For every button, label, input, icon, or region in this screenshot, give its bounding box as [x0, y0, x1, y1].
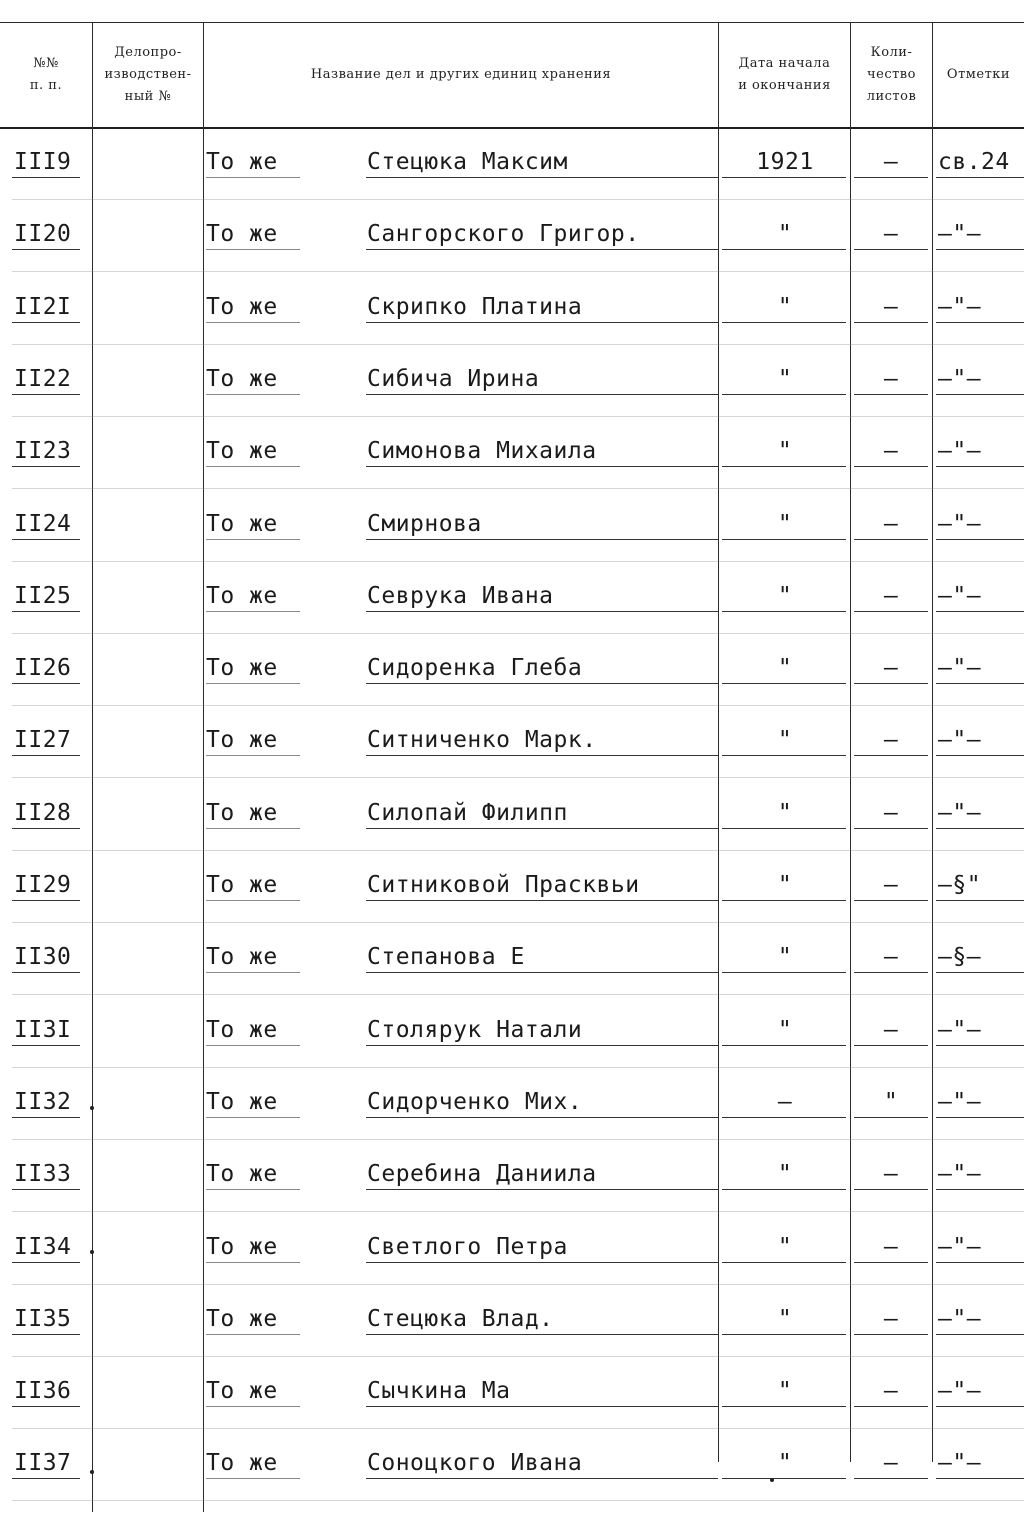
row-rule: [936, 539, 1024, 540]
table-row: [0, 860, 1024, 932]
row-rule: [206, 1262, 300, 1263]
row-rule: [936, 900, 1024, 901]
row-rule: [936, 1334, 1024, 1335]
row-rule: [206, 1189, 300, 1190]
row-date: –: [777, 1088, 793, 1115]
row-rule: [206, 539, 300, 540]
row-rule: [722, 322, 846, 323]
row-note: –"–: [938, 438, 982, 465]
row-case-name: Степанова Е: [367, 944, 525, 971]
row-date: ": [777, 293, 793, 320]
row-rule: [722, 466, 846, 467]
row-rule: [366, 1334, 718, 1335]
row-same-as-above: То же: [206, 1088, 278, 1115]
row-same-as-above: То же: [206, 293, 278, 320]
row-rule: [12, 683, 80, 684]
row-case-name: Стецюка Максим: [367, 149, 568, 175]
row-note: –"–: [938, 293, 982, 320]
row-rule: [722, 177, 846, 178]
row-case-name: Смирнова: [367, 510, 482, 537]
row-sheet-count: –: [883, 655, 899, 682]
row-rule: [936, 1189, 1024, 1190]
row-separator: [12, 850, 1024, 851]
row-date: ": [777, 221, 793, 248]
row-number: II33: [14, 1161, 72, 1188]
row-note: –"–: [938, 1233, 982, 1260]
row-sheet-count: –: [883, 438, 899, 465]
row-same-as-above: То же: [206, 510, 278, 537]
row-rule: [936, 611, 1024, 612]
table-row: [0, 715, 1024, 787]
row-rule: [936, 394, 1024, 395]
row-rule: [936, 1045, 1024, 1046]
row-case-name: Светлого Петра: [367, 1233, 568, 1260]
row-date: ": [777, 1016, 793, 1043]
table-row: [0, 932, 1024, 1004]
row-separator: [12, 416, 1024, 417]
row-date: ": [777, 1161, 793, 1188]
row-sheet-count: ": [883, 1088, 899, 1115]
row-note: –"–: [938, 510, 982, 537]
row-rule: [366, 900, 718, 901]
row-rule: [366, 177, 718, 178]
row-same-as-above: То же: [206, 1378, 278, 1405]
row-rule: [936, 683, 1024, 684]
row-note: –"–: [938, 221, 982, 248]
row-rule: [936, 177, 1024, 178]
row-rule: [12, 828, 80, 829]
row-sheet-count: –: [883, 1233, 899, 1260]
row-rule: [366, 755, 718, 756]
row-number: II30: [14, 944, 72, 971]
row-rule: [206, 1478, 300, 1479]
row-rule: [854, 539, 928, 540]
table-row: [0, 499, 1024, 571]
row-note: св.24: [938, 149, 1010, 175]
row-rule: [206, 1045, 300, 1046]
row-rule: [206, 1117, 300, 1118]
row-separator: [12, 1067, 1024, 1068]
row-number: II20: [14, 221, 72, 248]
row-note: –"–: [938, 1161, 982, 1188]
row-rule: [854, 1478, 928, 1479]
row-sheet-count: –: [883, 149, 899, 175]
row-rule: [366, 828, 718, 829]
row-rule: [366, 683, 718, 684]
row-separator: [12, 633, 1024, 634]
row-date: 1921: [756, 149, 814, 175]
row-rule: [206, 755, 300, 756]
row-rule: [366, 1189, 718, 1190]
row-case-name: Ситниковой Прасквьи: [367, 872, 640, 898]
row-same-as-above: То же: [206, 1450, 278, 1477]
row-note: –"–: [938, 1450, 982, 1477]
row-rule: [206, 177, 300, 178]
row-case-name: Силопай Филипп: [367, 799, 568, 826]
row-case-name: Сангорского Григор.: [367, 221, 640, 248]
row-number: II23: [14, 438, 72, 465]
row-case-name: Симонова Михаила: [367, 438, 597, 465]
row-same-as-above: То же: [206, 655, 278, 682]
table-row: [0, 1222, 1024, 1294]
row-rule: [722, 249, 846, 250]
row-rule: [366, 1478, 718, 1479]
row-rule: [12, 394, 80, 395]
row-rule: [936, 249, 1024, 250]
row-sheet-count: –: [883, 727, 899, 754]
row-number: II24: [14, 510, 72, 537]
row-rule: [936, 828, 1024, 829]
row-rule: [12, 1334, 80, 1335]
row-sheet-count: –: [883, 510, 899, 537]
table-row: [0, 788, 1024, 860]
table-row: [0, 643, 1024, 715]
row-rule: [854, 611, 928, 612]
row-separator: [12, 271, 1024, 272]
row-same-as-above: То же: [206, 1305, 278, 1332]
row-rule: [854, 1189, 928, 1190]
row-number: II25: [14, 582, 72, 609]
row-number: II32: [14, 1088, 72, 1115]
row-case-name: Столярук Натали: [367, 1016, 583, 1043]
row-same-as-above: То же: [206, 872, 278, 898]
table-row: [0, 354, 1024, 426]
row-rule: [366, 1117, 718, 1118]
row-separator: [12, 1356, 1024, 1357]
row-rule: [722, 1478, 846, 1479]
row-rule: [854, 394, 928, 395]
row-separator: [12, 488, 1024, 489]
row-rule: [12, 1189, 80, 1190]
row-separator: [12, 1500, 1024, 1501]
row-rule: [12, 1045, 80, 1046]
row-rule: [12, 1478, 80, 1479]
row-rule: [366, 1262, 718, 1263]
row-rule: [366, 611, 718, 612]
row-note: –"–: [938, 1378, 982, 1405]
row-rule: [854, 1117, 928, 1118]
row-rule: [12, 322, 80, 323]
table-row: [0, 426, 1024, 498]
row-same-as-above: То же: [206, 799, 278, 826]
row-note: –"–: [938, 727, 982, 754]
row-case-name: Сибича Ирина: [367, 365, 540, 392]
row-sheet-count: –: [883, 1016, 899, 1043]
row-note: –"–: [938, 799, 982, 826]
row-rule: [854, 1406, 928, 1407]
row-number: II22: [14, 365, 72, 392]
row-same-as-above: То же: [206, 149, 278, 175]
row-rule: [206, 1406, 300, 1407]
row-rule: [936, 1117, 1024, 1118]
row-sheet-count: –: [883, 1450, 899, 1477]
row-number: II3I: [14, 1016, 72, 1043]
row-rule: [722, 972, 846, 973]
row-same-as-above: То же: [206, 365, 278, 392]
row-separator: [12, 1284, 1024, 1285]
row-date: ": [777, 1305, 793, 1332]
table-row: [0, 1438, 1024, 1510]
ink-dot: [90, 1106, 94, 1110]
row-rule: [854, 466, 928, 467]
row-same-as-above: То же: [206, 1233, 278, 1260]
row-case-name: Сычкина Ма: [367, 1378, 511, 1405]
table-row: [0, 1077, 1024, 1149]
row-case-name: Соноцкого Ивана: [367, 1450, 583, 1477]
row-rule: [206, 972, 300, 973]
row-sheet-count: –: [883, 799, 899, 826]
row-rule: [854, 683, 928, 684]
row-same-as-above: То же: [206, 944, 278, 971]
row-rule: [12, 900, 80, 901]
row-number: II26: [14, 655, 72, 682]
row-case-name: Сидоренка Глеба: [367, 655, 583, 682]
row-rule: [722, 394, 846, 395]
row-rule: [366, 394, 718, 395]
row-number: II27: [14, 727, 72, 754]
row-case-name: Сидорченко Мих.: [367, 1088, 583, 1115]
row-same-as-above: То же: [206, 727, 278, 754]
row-rule: [722, 1334, 846, 1335]
row-rule: [854, 900, 928, 901]
row-rule: [366, 249, 718, 250]
row-rule: [206, 322, 300, 323]
row-sheet-count: –: [883, 293, 899, 320]
row-date: ": [777, 1378, 793, 1405]
row-rule: [206, 394, 300, 395]
row-rule: [854, 249, 928, 250]
row-number: II34: [14, 1233, 72, 1260]
row-rule: [722, 1189, 846, 1190]
row-number: II2I: [14, 293, 72, 320]
row-rule: [12, 539, 80, 540]
row-rule: [206, 683, 300, 684]
row-rule: [854, 972, 928, 973]
row-rule: [12, 466, 80, 467]
row-rule: [936, 1406, 1024, 1407]
row-rule: [206, 249, 300, 250]
row-note: –"–: [938, 655, 982, 682]
row-rule: [206, 1334, 300, 1335]
ink-dot: [90, 1470, 94, 1474]
row-separator: [12, 705, 1024, 706]
row-note: –"–: [938, 1088, 982, 1115]
row-number: II37: [14, 1450, 72, 1477]
ink-dot: [770, 1478, 774, 1482]
table-row: [0, 1005, 1024, 1077]
row-rule: [936, 1262, 1024, 1263]
row-note: –"–: [938, 1305, 982, 1332]
row-number: II29: [14, 872, 72, 898]
row-sheet-count: –: [883, 1161, 899, 1188]
row-number: III9: [14, 149, 72, 175]
row-rule: [12, 972, 80, 973]
row-rule: [722, 828, 846, 829]
header-date-range: Дата начала и окончания: [738, 56, 831, 93]
row-rule: [854, 1045, 928, 1046]
row-same-as-above: То же: [206, 582, 278, 609]
row-rule: [366, 539, 718, 540]
header-office-number: Делопро- изводствен- ный №: [104, 45, 192, 104]
row-same-as-above: То же: [206, 438, 278, 465]
row-number: II36: [14, 1378, 72, 1405]
row-date: ": [777, 1233, 793, 1260]
row-rule: [12, 249, 80, 250]
row-rule: [12, 1406, 80, 1407]
row-rule: [366, 972, 718, 973]
row-rule: [12, 1262, 80, 1263]
row-case-name: Скрипко Платина: [367, 293, 583, 320]
row-rule: [854, 1334, 928, 1335]
row-sheet-count: –: [883, 221, 899, 248]
row-rule: [722, 1045, 846, 1046]
row-rule: [366, 1406, 718, 1407]
row-same-as-above: То же: [206, 1016, 278, 1043]
row-number: II35: [14, 1305, 72, 1332]
row-sheet-count: –: [883, 1378, 899, 1405]
row-date: ": [777, 872, 793, 898]
row-separator: [12, 1139, 1024, 1140]
row-rule: [722, 1117, 846, 1118]
row-number: II28: [14, 799, 72, 826]
row-separator: [12, 561, 1024, 562]
row-sheet-count: –: [883, 365, 899, 392]
row-separator: [12, 1428, 1024, 1429]
row-rule: [12, 611, 80, 612]
table-row: [0, 571, 1024, 643]
row-rule: [854, 755, 928, 756]
row-rule: [12, 1117, 80, 1118]
header-notes: Отметки: [946, 67, 1011, 82]
row-rule: [722, 539, 846, 540]
row-case-name: Стецюка Влад.: [367, 1305, 554, 1332]
row-case-name: Серебина Даниила: [367, 1161, 597, 1188]
table-row: [0, 209, 1024, 281]
row-sheet-count: –: [883, 582, 899, 609]
header-bottom-rule: [0, 127, 1024, 129]
row-date: ": [777, 1450, 793, 1477]
row-separator: [12, 994, 1024, 995]
row-note: –"–: [938, 365, 982, 392]
row-date: ": [777, 510, 793, 537]
table-row: [0, 1366, 1024, 1438]
row-separator: [12, 344, 1024, 345]
table-row: [0, 282, 1024, 354]
row-rule: [366, 466, 718, 467]
row-rule: [722, 611, 846, 612]
row-date: ": [777, 799, 793, 826]
table-row: [0, 137, 1024, 209]
row-rule: [722, 1262, 846, 1263]
header-sheet-count: Коли- чество листов: [866, 45, 917, 104]
row-rule: [12, 177, 80, 178]
row-rule: [366, 322, 718, 323]
row-date: ": [777, 365, 793, 392]
row-separator: [12, 199, 1024, 200]
row-sheet-count: –: [883, 1305, 899, 1332]
row-date: ": [777, 727, 793, 754]
row-rule: [854, 177, 928, 178]
row-date: ": [777, 582, 793, 609]
row-rule: [206, 900, 300, 901]
row-rule: [722, 683, 846, 684]
row-case-name: Севрука Ивана: [367, 582, 554, 609]
row-case-name: Ситниченко Марк.: [367, 727, 597, 754]
row-date: ": [777, 655, 793, 682]
row-rule: [854, 1262, 928, 1263]
row-sheet-count: –: [883, 944, 899, 971]
row-same-as-above: То же: [206, 221, 278, 248]
row-same-as-above: То же: [206, 1161, 278, 1188]
row-rule: [854, 322, 928, 323]
row-note: –"–: [938, 582, 982, 609]
row-rule: [936, 1478, 1024, 1479]
ink-dot: [90, 1250, 94, 1254]
row-separator: [12, 777, 1024, 778]
row-rule: [936, 972, 1024, 973]
table-row: [0, 1149, 1024, 1221]
row-rule: [854, 828, 928, 829]
row-rule: [12, 755, 80, 756]
row-rule: [206, 611, 300, 612]
row-rule: [936, 755, 1024, 756]
row-separator: [12, 1211, 1024, 1212]
row-rule: [722, 900, 846, 901]
row-note: –"–: [938, 1016, 982, 1043]
row-rule: [206, 466, 300, 467]
row-date: ": [777, 944, 793, 971]
header-title: Название дел и других единиц хранения: [310, 67, 612, 82]
row-note: –§": [938, 872, 982, 898]
row-rule: [206, 828, 300, 829]
row-rule: [936, 466, 1024, 467]
row-sheet-count: –: [883, 872, 899, 898]
header-num: №№ п. п.: [29, 56, 63, 93]
row-rule: [722, 755, 846, 756]
row-rule: [936, 322, 1024, 323]
row-rule: [366, 1045, 718, 1046]
row-rule: [722, 1406, 846, 1407]
row-note: –§–: [938, 944, 982, 971]
row-date: ": [777, 438, 793, 465]
header-top-rule: [0, 22, 1024, 23]
row-separator: [12, 922, 1024, 923]
table-row: [0, 1294, 1024, 1366]
